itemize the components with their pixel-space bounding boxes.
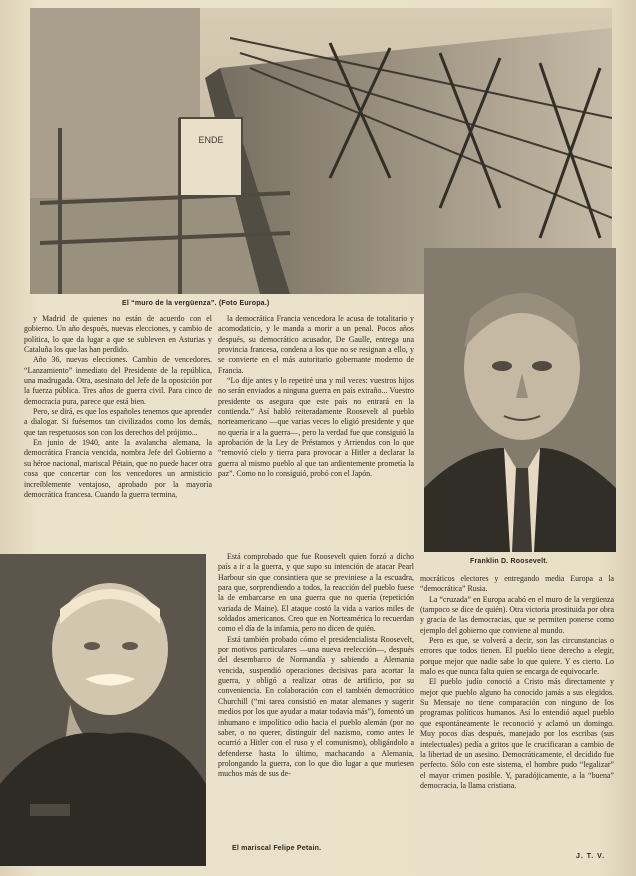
petain-photo [0,554,206,866]
text-column-2a [218,314,414,550]
author-signature: J. T. V. [576,853,606,860]
paragraph: Está comprobado que fue Roosevelt quien forzó a dicho país a ir a la guerra, y que supo su intención de atacar Pearl Harbour sin que consintiera que se previniese a la escuadra, para que, sorprendiendo a todos, la reacción del pueblo fuese la de embarcarse en una guerra que no quería (repetición variada de Maine). El ataque costó la vida a varios miles de soldados americanos. Creo que en Norteamérica lo recuerdan como el día de la infamia, pero no dicen de quién. [218,552,414,634]
paragraph: y Madrid de quienes no están de acuerdo con el gobierno. Un año después, nuevas elecciones, y cambio de política, lo que da lugar a que se subleven en Asturias y Cataluña los que las han perdido. [24,314,212,355]
text-column-3 [420,574,614,850]
paragraph: mocráticos electores y entregando media Europa a la “democrática” Rusia. [420,574,614,594]
paragraph: El pueblo judío conoció a Cristo más directamente y mejor que pueblo alguno ha conocido jamás a sus elegidos. Su Mensaje no tiene comparación con ninguno de los programas políticos humanos. Así lo entendió aquel pueblo que espontáneamente le reconoció y aclamó un domingo. Muy pocos días después, manejado por los escribas (sus intelectuales) pedía a gritos que le crucificaran a cambio de la libertad de un asesino. Democráticamente, el decidido fue perfecto. Sólo con este sistema, el hombre pudo “legalizar” el mayor crimen posible. Y, paradójicamente, a la “buena” democracia, la llama cristiana. [420,677,614,790]
roosevelt-caption: Franklin D. Roosevelt. [470,558,548,565]
petain-caption: El mariscal Felipe Petain. [232,845,322,852]
text-column-1 [24,314,212,550]
paragraph: Pero es que, se volverá a decir, son las circunstancias o errores que todos tienen. El pueblo tiene derecho a elegir, porque mejor que nadie sabe lo que quiere. Y es cierto. Lo malo es que nunca falta quien se encarga de equivocarle. [420,636,614,677]
text-column-2b [218,552,414,842]
paragraph: Está también probado cómo el presidencialista Roosevelt, por motivos particulares —una nueva reelección—, después del desembarco de Normandía y sabiendo a Alemania vencida, suspendió operaciones decisivas para acortar la guerra, y obligó a realizar otras de artificio, por su conveniencia. En colaboración con el también democrático Churchill (“mi tarea consistió en matar alemanes y sugerir medios por los que ayudar a matar todavía más”), fomentó un inhumano e impolítico odio hacia el pueblo alemán (por no saber, o no querer, distinguir del nazismo, como antes le ocurrió a Hitler con el ruso y el comunismo), obligándolo a defenderse hasta lo último, machacando a Alemania, prolongando la guerra, con lo que dio lugar a que muriesen muchos más de sus de- [218,634,414,779]
paragraph: “Lo dije antes y lo repetiré una y mil veces: vuestros hijos no serán enviados a ninguna guerra en país extraño... Vuestro presidente os asegura que este país no entrará en la contienda.” Así habló reiteradamente Roosevelt al pueblo norteamericano —que varias veces lo eligió presidente y que no quería ir a la guerra—, pero la verdad fue que consiguió la aprobación de la Ley de Préstamos y Arriendos con lo que “removió cielo y tierra para provocar a Hitler a declarar la guerra al mismo pueblo al que tan ardientemente prometía la paz”. Como no lo consiguió, probó con el Japón. [218,376,414,479]
paragraph: Pero, se dirá, es que los españoles tenemos que aprender a dialogar. Si fuésemos tan civilizados como los demás, que tan respetuosos son con los derechos del prójimo... [24,407,212,437]
wall-caption: El “muro de la vergüenza”. (Foto Europa.) [122,300,270,307]
paragraph: la democrática Francia vencedora le acusa de totalitario y acomodaticio, y le manda a morir a un penal. Pocos años después, su democrático acusador, De Gaulle, entrega una provincia francesa, condena a los que no se resignan a ello, y se convierte en el más autoritario gobernante moderno de Francia. [218,314,414,375]
roosevelt-photo [424,248,616,552]
paragraph: En junio de 1940, ante la avalancha alemana, la democrática Francia vencida, nombra Jefe del Gobierno a su héroe nacional, mariscal Pétain, que no puede hacer otra cosa que concertar con los vencedores un armisticio increíblemente ventajoso, aprobado por la mayoría democrática francesa. Cuando la guerra termina, [24,438,212,499]
roosevelt-portrait [424,248,616,552]
petain-portrait [0,554,206,866]
paragraph: Año 36, nuevas elecciones. Cambio de vencedores. “Lanzamiento” inmediato del Presidente de la república, una madrugada. Otra, asesinato del Jefe de la oposición por la fuerza pública. Tres años de guerra civil. Para cinco de democracia pura, parece que está bien. [24,355,212,406]
paragraph: La “cruzada” en Europa acabó en el muro de la vergüenza (tampoco se dice de quién). Otra victoria prostituida por obra y gracia de las democracias, que se permiten ponerse como ejemplo del gobierno que conviene al mundo. [420,594,614,635]
sign-text: ENDE [198,135,224,145]
